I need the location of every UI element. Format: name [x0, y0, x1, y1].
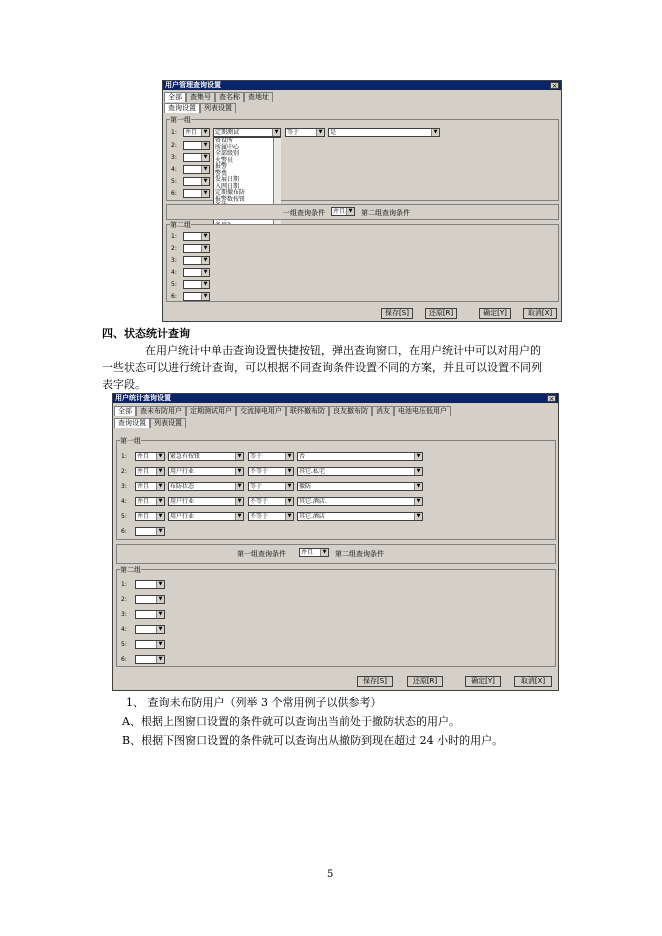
- logic-value: 并且: [185, 129, 198, 136]
- tab-list-settings[interactable]: 列表设置: [150, 418, 186, 428]
- list-item[interactable]: 警费: [215, 169, 228, 177]
- logic-select[interactable]: [135, 512, 165, 521]
- logic-select[interactable]: [183, 153, 210, 162]
- chevron-down-icon[interactable]: ▼: [156, 656, 164, 663]
- chevron-down-icon[interactable]: ▼: [414, 468, 422, 475]
- sub-tabs: [114, 418, 186, 428]
- group2-label: 第二组: [120, 566, 141, 574]
- chevron-down-icon[interactable]: ▼: [320, 549, 328, 556]
- tab-low-battery-users[interactable]: 电池电压低用户: [394, 406, 451, 416]
- field-select[interactable]: [168, 512, 244, 521]
- cancel-button[interactable]: 取消[X]: [514, 676, 552, 687]
- close-icon[interactable]: ×: [551, 82, 558, 90]
- tab-by-number[interactable]: 查集号: [186, 92, 215, 102]
- group1-label: 第一组: [170, 116, 191, 124]
- chevron-down-icon[interactable]: ▼: [156, 468, 164, 475]
- relation-suffix: 第二组查询条件: [361, 209, 410, 217]
- row-label: 3:: [171, 154, 177, 161]
- tab-all[interactable]: 全部: [164, 92, 186, 102]
- logic-select[interactable]: [135, 640, 165, 649]
- cancel-button[interactable]: 取消[X]: [523, 308, 557, 319]
- operator-value: 不等于: [250, 513, 269, 520]
- row-label: 5:: [171, 281, 177, 288]
- operator-select[interactable]: [285, 128, 325, 137]
- tab-lianhuai-arm[interactable]: 联怀撤布防: [286, 406, 329, 416]
- list-item-text: A、根据上图窗口设置的条件就可以查询出当前处于撤防状态的用户。: [122, 715, 460, 728]
- list-item[interactable]: 全部级别: [215, 150, 240, 157]
- restore-button[interactable]: 还原[R]: [407, 676, 443, 687]
- row-label: 6:: [171, 293, 177, 300]
- chevron-down-icon[interactable]: ▼: [156, 626, 164, 633]
- field-value: 紧急有按钮: [170, 453, 201, 460]
- chevron-down-icon[interactable]: ▼: [431, 129, 439, 136]
- logic-select[interactable]: [183, 189, 210, 198]
- chevron-down-icon[interactable]: ▼: [285, 513, 293, 520]
- window-tabs: [114, 406, 451, 416]
- value-value: 撤防: [299, 483, 312, 490]
- logic-select[interactable]: [183, 232, 210, 241]
- chevron-down-icon[interactable]: ▼: [201, 269, 209, 276]
- chevron-down-icon[interactable]: ▼: [316, 129, 324, 136]
- chevron-down-icon[interactable]: ▼: [414, 498, 422, 505]
- list-item[interactable]: 发展日期: [215, 176, 240, 183]
- logic-value: 并且: [137, 483, 150, 490]
- tab-ac-power-loss-users[interactable]: 交流掉电用户: [236, 406, 286, 416]
- relation-select[interactable]: [299, 548, 329, 557]
- logic-select[interactable]: [135, 655, 165, 664]
- logic-select[interactable]: [183, 165, 210, 174]
- chevron-down-icon[interactable]: ▼: [285, 468, 293, 475]
- logic-select[interactable]: [135, 452, 165, 461]
- confirm-button[interactable]: 确定[Y]: [479, 308, 511, 319]
- tab-query-settings[interactable]: 查询设置: [114, 418, 150, 428]
- chevron-down-icon[interactable]: ▼: [285, 483, 293, 490]
- operator-select[interactable]: [248, 452, 294, 461]
- value-select[interactable]: [297, 482, 423, 491]
- row-label: 4:: [171, 166, 177, 173]
- row-label: 5:: [121, 513, 127, 520]
- tab-query-settings[interactable]: 查询设置: [164, 103, 200, 113]
- page-number: 5: [327, 869, 334, 880]
- value-select[interactable]: [328, 128, 440, 137]
- group2-panel: [116, 569, 556, 667]
- row-label: 4:: [121, 626, 127, 633]
- operator-select[interactable]: [248, 482, 294, 491]
- tab-list-settings[interactable]: 列表设置: [200, 103, 236, 113]
- list-item-text: 1、 查询未布防用户（列举 3 个常用例子以供参考）: [126, 696, 382, 709]
- chevron-down-icon[interactable]: ▼: [156, 483, 164, 490]
- logic-select[interactable]: [135, 595, 165, 604]
- chevron-down-icon[interactable]: ▼: [235, 483, 243, 490]
- confirm-button[interactable]: 确定[Y]: [465, 676, 501, 687]
- operator-value: 等于: [250, 483, 263, 490]
- row-label: 2:: [121, 596, 127, 603]
- logic-select[interactable]: [183, 141, 210, 150]
- operator-value: 等于: [250, 453, 263, 460]
- list-item[interactable]: 资设所: [215, 137, 234, 144]
- value-select[interactable]: [297, 512, 423, 521]
- value-select[interactable]: [297, 452, 423, 461]
- value-value: 其它.酒店: [299, 513, 325, 520]
- logic-select[interactable]: [135, 610, 165, 619]
- field-select[interactable]: [168, 482, 244, 491]
- window-title: 用户统计查询设置: [113, 394, 558, 403]
- row-label: 2:: [171, 142, 177, 149]
- relation-label: 一组查询条件: [283, 209, 325, 217]
- close-icon[interactable]: ×: [548, 395, 555, 403]
- logic-select[interactable]: [135, 497, 165, 506]
- list-item[interactable]: 定期撤布防: [215, 189, 246, 196]
- restore-button[interactable]: 还原[R]: [425, 308, 457, 319]
- operator-value: 等于: [287, 129, 300, 136]
- logic-select[interactable]: [183, 128, 210, 137]
- list-item[interactable]: 报警数按钮: [215, 195, 246, 203]
- operator-select[interactable]: [248, 512, 294, 521]
- chevron-down-icon[interactable]: ▼: [201, 245, 209, 252]
- tab-liangyou-arm[interactable]: 良友撤布防: [329, 406, 372, 416]
- row-label: 5:: [171, 178, 177, 185]
- logic-select[interactable]: [135, 482, 165, 491]
- logic-select[interactable]: [135, 527, 165, 536]
- value-select[interactable]: [297, 497, 423, 506]
- chevron-down-icon[interactable]: ▼: [201, 166, 209, 173]
- field-select[interactable]: [213, 128, 281, 137]
- logic-select[interactable]: [135, 625, 165, 634]
- field-select[interactable]: [168, 452, 244, 461]
- chevron-down-icon[interactable]: ▼: [285, 498, 293, 505]
- chevron-down-icon[interactable]: ▼: [235, 513, 243, 520]
- chevron-down-icon[interactable]: ▼: [201, 154, 209, 161]
- row-label: 3:: [121, 483, 127, 490]
- logic-value: 并且: [137, 498, 150, 505]
- operator-select[interactable]: [248, 497, 294, 506]
- chevron-down-icon[interactable]: ▼: [201, 281, 209, 288]
- tab-unarmed-users[interactable]: 查未布防用户: [136, 406, 186, 416]
- group2-panel: [166, 224, 559, 302]
- chevron-down-icon[interactable]: ▼: [201, 190, 209, 197]
- field-value: 用户行业: [170, 498, 195, 505]
- row-label: 4:: [171, 269, 177, 276]
- tab-by-address[interactable]: 查地址: [244, 92, 273, 102]
- logic-value: 并且: [137, 468, 150, 475]
- group2-label: 第二组: [170, 221, 191, 229]
- logic-select[interactable]: [183, 244, 210, 253]
- relation-suffix: 第二组查询条件: [335, 550, 384, 558]
- row-label: 4:: [121, 498, 127, 505]
- chevron-down-icon[interactable]: ▼: [235, 498, 243, 505]
- group1-label: 第一组: [120, 437, 141, 445]
- operator-select[interactable]: [248, 467, 294, 476]
- value-value: 其它.酒店.: [299, 498, 327, 505]
- relation-label: 第一组查询条件: [237, 550, 286, 558]
- relation-value: 并且: [301, 549, 314, 556]
- user-management-query-window: [162, 80, 562, 322]
- row-label: 3:: [171, 257, 177, 264]
- tab-xiaoyou[interactable]: 消友: [372, 406, 394, 416]
- logic-select[interactable]: [183, 280, 210, 289]
- row-label: 1:: [171, 129, 177, 136]
- row-label: 6:: [121, 656, 127, 663]
- window-tabs: [164, 92, 273, 102]
- chevron-down-icon[interactable]: ▼: [235, 453, 243, 460]
- chevron-down-icon[interactable]: ▼: [201, 233, 209, 240]
- chevron-down-icon[interactable]: ▼: [156, 528, 164, 535]
- row-label: 6:: [171, 190, 177, 197]
- sub-tabs: [164, 103, 236, 113]
- row-label: 1:: [121, 453, 127, 460]
- list-item[interactable]: 火警员: [215, 156, 234, 164]
- chevron-down-icon[interactable]: ▼: [414, 453, 422, 460]
- logic-select[interactable]: [135, 467, 165, 476]
- field-value: 定期测试: [215, 129, 240, 136]
- value-value: 是: [330, 129, 337, 136]
- chevron-down-icon[interactable]: ▼: [272, 129, 280, 136]
- chevron-down-icon[interactable]: ▼: [201, 178, 209, 185]
- relation-select[interactable]: [331, 207, 355, 216]
- logic-select[interactable]: [183, 256, 210, 265]
- save-button[interactable]: 保存[S]: [381, 308, 413, 319]
- relation-value: 并且: [333, 208, 346, 215]
- list-item[interactable]: 报警: [215, 163, 228, 170]
- row-label: 5:: [121, 641, 127, 648]
- operator-value: 不等于: [250, 498, 269, 505]
- chevron-down-icon[interactable]: ▼: [201, 257, 209, 264]
- chevron-down-icon[interactable]: ▼: [201, 293, 209, 300]
- chevron-down-icon[interactable]: ▼: [285, 453, 293, 460]
- chevron-down-icon[interactable]: ▼: [156, 513, 164, 520]
- field-value: 用户行业: [170, 513, 195, 520]
- field-value: 用户行业: [170, 468, 195, 475]
- paragraph-line: 一些状态可以进行统计查询，可以根据不同查询条件设置不同的方案，并且可以设置不同列: [102, 361, 542, 374]
- logic-value: 并且: [137, 453, 150, 460]
- value-value: 否: [299, 453, 306, 460]
- logic-select[interactable]: [135, 580, 165, 589]
- chevron-down-icon[interactable]: ▼: [235, 468, 243, 475]
- chevron-down-icon[interactable]: ▼: [414, 513, 422, 520]
- row-label: 2:: [171, 245, 177, 252]
- chevron-down-icon[interactable]: ▼: [156, 581, 164, 588]
- tab-by-name[interactable]: 查名称: [215, 92, 244, 102]
- logic-select[interactable]: [183, 292, 210, 301]
- list-item[interactable]: 所属中心: [215, 143, 240, 151]
- chevron-down-icon[interactable]: ▼: [156, 641, 164, 648]
- operator-value: 不等于: [250, 468, 269, 475]
- logic-value: 并且: [137, 513, 150, 520]
- tab-periodic-test-users[interactable]: 定期测试用户: [186, 406, 236, 416]
- list-item[interactable]: 入网日期: [215, 182, 240, 190]
- row-label: 6:: [121, 528, 127, 535]
- chevron-down-icon[interactable]: ▼: [346, 208, 354, 215]
- chevron-down-icon[interactable]: ▼: [156, 453, 164, 460]
- chevron-down-icon[interactable]: ▼: [201, 129, 209, 136]
- user-statistics-query-window: [112, 393, 559, 691]
- chevron-down-icon[interactable]: ▼: [201, 142, 209, 149]
- window-title: 用户管理查询设置: [163, 81, 561, 90]
- field-select[interactable]: [168, 497, 244, 506]
- paragraph-line: 表字段。: [102, 378, 146, 391]
- list-item-text: B、根据下图窗口设置的条件就可以查询出从撤防到现在超过 24 小时的用户。: [122, 734, 504, 747]
- paragraph-line: 在用户统计中单击查询设置快捷按钮，弹出查询窗口，在用户统计中可以对用户的: [145, 344, 541, 357]
- logic-select[interactable]: [183, 268, 210, 277]
- tab-all[interactable]: 全部: [114, 406, 136, 416]
- row-label: 3:: [121, 611, 127, 618]
- chevron-down-icon[interactable]: ▼: [156, 498, 164, 505]
- value-value: 其它.私宅: [299, 468, 325, 475]
- logic-select[interactable]: [183, 177, 210, 186]
- chevron-down-icon[interactable]: ▼: [156, 596, 164, 603]
- value-select[interactable]: [297, 467, 423, 476]
- save-button[interactable]: 保存[S]: [357, 676, 393, 687]
- row-label: 2:: [121, 468, 127, 475]
- field-value: 布防状态: [170, 483, 195, 490]
- field-select[interactable]: [168, 467, 244, 476]
- row-label: 1:: [171, 233, 177, 240]
- chevron-down-icon[interactable]: ▼: [156, 611, 164, 618]
- row-label: 1:: [121, 581, 127, 588]
- section-heading: 四、状态统计查询: [102, 327, 190, 340]
- chevron-down-icon[interactable]: ▼: [414, 483, 422, 490]
